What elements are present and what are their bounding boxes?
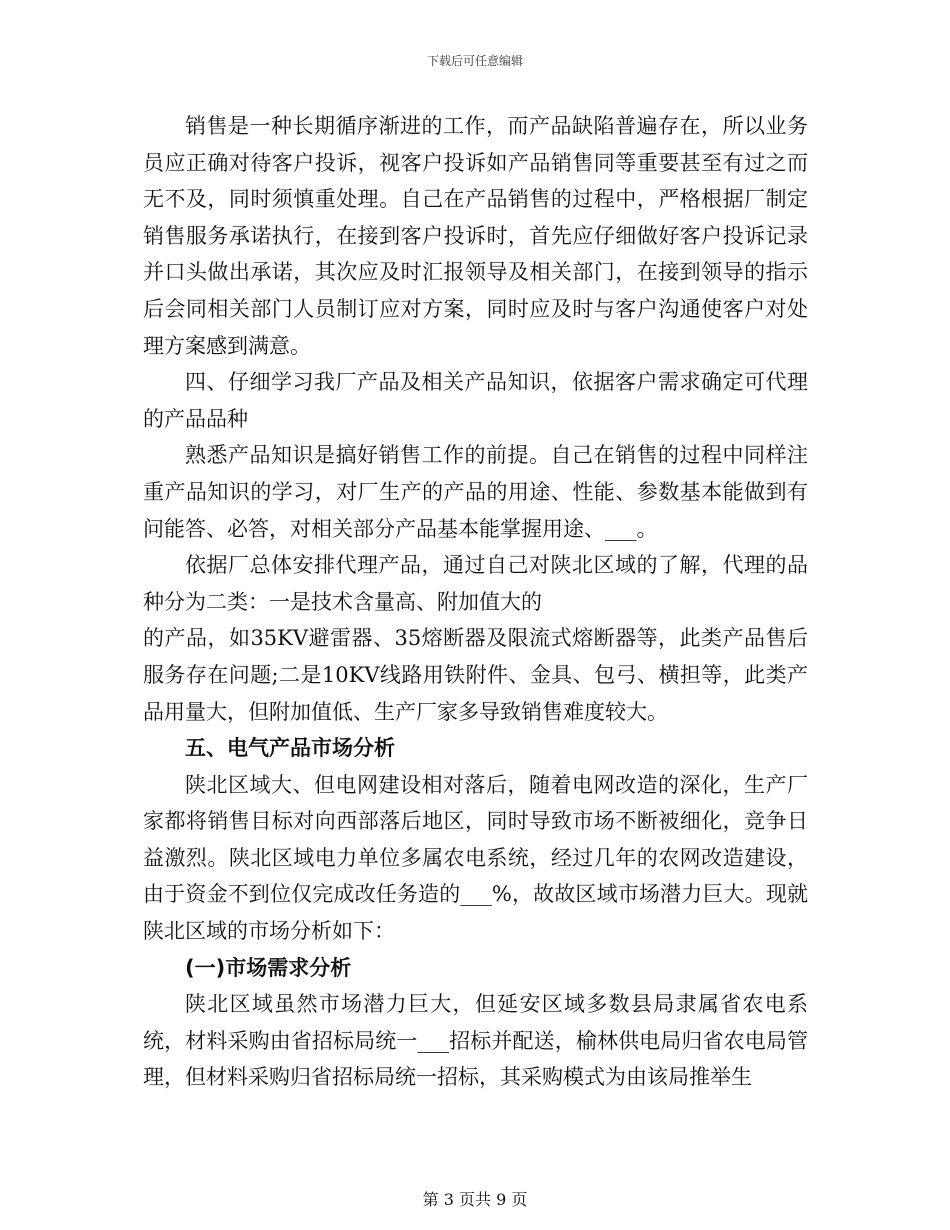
paragraph: 销售是一种长期循序渐进的工作，而产品缺陷普遍存在，所以业务员应正确对待客户投诉，视客户投诉如产品销售同等重要甚至有过之而无不及，同时须慎重处理。自己在产品销售的过程中，严格根据厂制定销售服务承诺执行，在接到客户投诉时，首先应仔细做好客户投诉记录并口头做出承诺，其次应及时汇报领导及相关部门，在接到领导的指示后会同相关部门人员制订应对方案，同时应及时与客户沟通使客户对处理方案感到满意。 [143, 114, 808, 358]
section-heading: 五、电气产品市场分析 [185, 736, 395, 761]
section-heading: 四、仔细学习我厂产品及相关产品知识，依据客户需求确定可代理的产品品种 [143, 370, 808, 431]
page-footer: 第 3 页共 9 页 [422, 1190, 528, 1209]
page-header: 下载后可任意编辑 [426, 54, 523, 68]
document-body [143, 108, 808, 1096]
paragraph: 陕北区域大、但电网建设相对落后，随着电网改造的深化，生产厂家都将销售目标对向西部落后地区，同时导致市场不断被细化，竞争日益激烈。陕北区域电力单位多属农电系统，经过几年的农网改造建设，由于资金不到位仅完成改任务造的___%，故故区域市场潜力巨大。现就陕北区域的市场分析如下： [143, 772, 808, 944]
paragraph: 陕北区域虽然市场潜力巨大，但延安区域多数县局隶属省农电系统，材料采购由省招标局统一___招标并配送，榆林供电局归省农电局管理，但材料采购归省招标局统一招标，其采购模式为由该局推举生 [143, 992, 808, 1090]
paragraph: 依据厂总体安排代理产品，通过自己对陕北区域的了解，代理的品种分为二类：一是技术含量高、附加值大的 [143, 553, 808, 614]
subsection-heading: (一)市场需求分析 [185, 955, 352, 980]
paragraph: 熟悉产品知识是搞好销售工作的前提。自己在销售的过程中同样注重产品知识的学习，对厂生产的产品的用途、性能、参数基本能做到有问能答、必答，对相关部分产品基本能掌握用途、___。 [143, 443, 808, 541]
paragraph: 的产品，如35KV避雷器、35熔断器及限流式熔断器等，此类产品售后服务存在问题;二是10KV线路用铁附件、金具、包弓、横担等，此类产品用量大，但附加值低、生产厂家多导致销售难度较大。 [143, 626, 808, 724]
